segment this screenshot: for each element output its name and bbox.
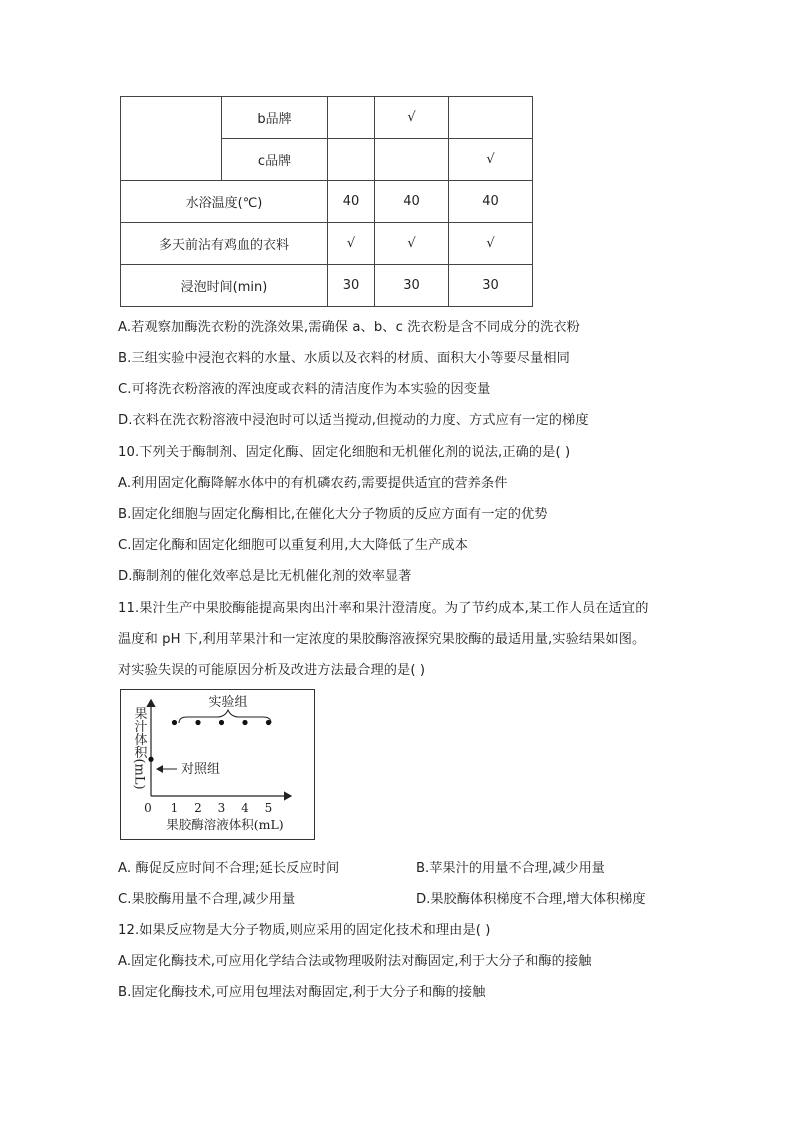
table-cell: 30 [328,265,375,307]
table-cell: √ [328,223,375,265]
table-cell: 40 [375,181,449,223]
table-cell: 40 [328,181,375,223]
table-cell: √ [375,97,449,139]
x-tick-label: 5 [264,801,273,815]
table-cell: 30 [449,265,533,307]
table-row [121,97,533,139]
control-group-label: 对照组 [181,762,221,777]
x-axis-label: 果胶酶溶液体积(mL) [166,817,284,832]
experiment-brace [179,710,271,723]
x-tick-label: 2 [194,801,202,815]
table-cell [328,139,375,181]
q10-option-b: B.固定化细胞与固定化酶相比,在催化大分子物质的反应方面有一定的优势 [118,507,548,522]
q9-option-c: C.可将洗衣粉溶液的浑浊度或衣料的清洁度作为本实验的因变量 [118,382,491,397]
data-point [242,720,247,725]
x-tick-label: 3 [217,801,226,815]
y-axis-label: 果汁体积(mL) [131,706,147,790]
data-point [219,720,224,725]
table-cell: √ [449,223,533,265]
experiment-table [120,96,533,307]
table-row-label: 浸泡时间(min) [121,265,328,307]
data-points [148,720,271,762]
table-cell: √ [375,223,449,265]
data-point [195,720,200,725]
q11-option-b: B.苹果汁的用量不合理,减少用量 [416,861,605,876]
q11-option-a: A. 酶促反应时间不合理;延长反应时间 [118,861,340,876]
q12-stem: 12.如果反应物是大分子物质,则应采用的固定化技术和理由是( ) [118,923,491,938]
table-row [121,181,533,223]
q11-stem-line3: 对实验失误的可能原因分析及改进方法最合理的是( ) [118,663,426,678]
q11-stem-line2: 温度和 pH 下,利用苹果汁和一定浓度的果胶酶溶液探究果胶酶的最适用量,实验结果如图。 [118,632,646,647]
x-tick-labels [144,801,272,815]
data-point [266,720,271,725]
q12-option-a: A.固定化酶技术,可应用化学结合法或物理吸附法对酶固定,利于大分子和酶的接触 [118,954,592,969]
q11-option-d: D.果胶酶体积梯度不合理,增大体积梯度 [416,892,646,907]
experiment-group-label: 实验组 [208,695,248,710]
table-row [121,265,533,307]
table-row-label: 水浴温度(℃) [121,181,328,223]
q12-option-b: B.固定化酶技术,可应用包埋法对酶固定,利于大分子和酶的接触 [118,985,486,1000]
chart-svg [121,690,316,841]
q11-stem-line1: 11.果汁生产中果胶酶能提高果肉出汁率和果汁澄清度。为了节约成本,某工作人员在适宜的 [118,601,649,616]
data-point [172,720,177,725]
table-cell [375,139,449,181]
x-tick-label: 1 [170,801,179,815]
table-cell: 40 [449,181,533,223]
q10-stem: 10.下列关于酶制剂、固定化酶、固定化细胞和无机催化剂的说法,正确的是( ) [118,445,571,460]
x-tick-label: 0 [144,801,152,815]
table-cell: b品牌 [222,97,328,139]
table-cell: c品牌 [222,139,328,181]
data-point [148,757,153,762]
table-cell-merged [121,97,222,181]
table-cell [449,97,533,139]
q9-option-a: A.若观察加酶洗衣粉的洗涤效果,需确保 a、b、c 洗衣粉是含不同成分的洗衣粉 [118,320,580,335]
table-row-label: 多天前沾有鸡血的衣料 [121,223,328,265]
q10-option-c: C.固定化酶和固定化细胞可以重复利用,大大降低了生产成本 [118,538,469,553]
table-cell: 30 [375,265,449,307]
q9-option-b: B.三组实验中浸泡衣料的水量、水质以及衣料的材质、面积大小等要尽量相同 [118,351,570,366]
q10-option-d: D.酶制剂的催化效率总是比无机催化剂的效率显著 [118,569,412,584]
table-row [121,223,533,265]
juice-volume-chart [120,689,315,840]
x-tick-label: 4 [241,801,249,815]
q11-option-c: C.果胶酶用量不合理,减少用量 [118,892,296,907]
q10-option-a: A.利用固定化酶降解水体中的有机磷农药,需要提供适宜的营养条件 [118,476,508,491]
table-cell [328,97,375,139]
q9-option-d: D.衣料在洗衣粉溶液中浸泡时可以适当搅动,但搅动的力度、方式应有一定的梯度 [118,413,589,428]
table-cell: √ [449,139,533,181]
